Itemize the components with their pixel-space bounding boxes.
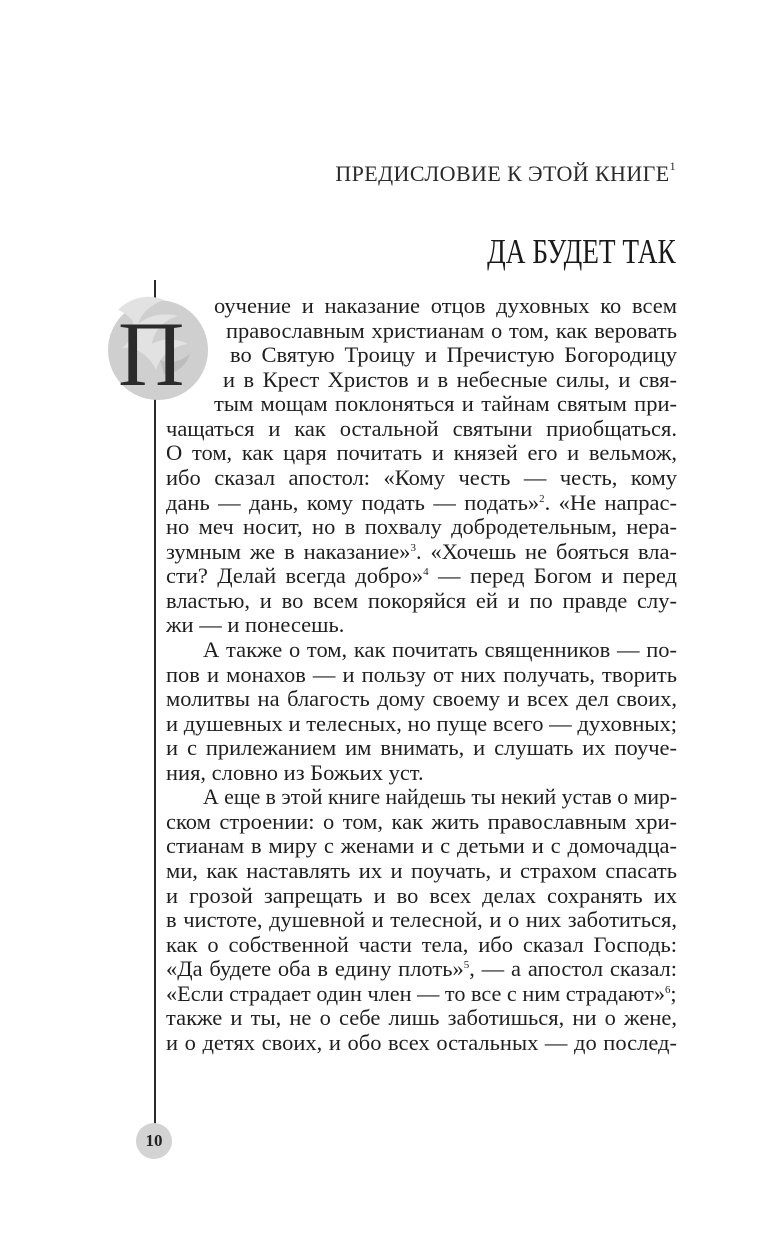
line-text: ния, словно из Божьих уст. [166, 760, 424, 785]
line-text: оучение и наказание отцов духовных ко всем [214, 293, 677, 318]
line-text-part: . «Хочешь не бояться вла- [415, 539, 677, 564]
line-text: стианам в миру с женами и с детьми и с домочадца- [166, 833, 677, 858]
line-text-part: сти? Делай всегда добро» [166, 563, 424, 588]
line-text: А еще в этой книге найдешь ты некий устав о мир- [203, 784, 677, 809]
line-text: и грозой запрещать и во всех делах сохранять их [166, 883, 677, 908]
line-text: тым мощам поклоняться и тайнам святым при- [214, 391, 677, 416]
line-text: ибо сказал апостол: «Кому честь — честь, кому [166, 465, 677, 490]
page-number: 10 [136, 1123, 172, 1159]
margin-rule [154, 280, 156, 1126]
line-text: ми, как наставлять их и поучать, и страхом спасать [166, 858, 677, 883]
line-text-part: зумным же в наказание» [166, 539, 411, 564]
footnote-mark: 5 [463, 959, 470, 971]
line-text: пов и монахов — и пользу от них получать, творить [166, 662, 677, 687]
line-text: также и ты, не о себе лишь заботишься, ни о жене, [166, 1005, 677, 1030]
line-text: но меч носит, но в похвалу добродетельным, нера- [166, 514, 677, 539]
line-text: как о собственной части тела, ибо сказал Господь: [166, 932, 677, 957]
line-text-part: ; [670, 981, 677, 1006]
footnote-mark: 6 [665, 984, 671, 996]
line-text-part: дань — дань, кому подать — подать» [166, 490, 540, 515]
line-text: и в Крест Христов и в небесные силы, и свя- [223, 367, 677, 392]
line-text: молитвы на благость дому своему и всех дел своих, [166, 686, 677, 711]
line-text: ском строении: о том, как жить православным хри- [166, 809, 677, 834]
line-text: во Святую Троицу и Пречистую Богородицу [230, 342, 677, 367]
line-text: жи — и понесешь. [166, 612, 345, 637]
line-text: и с прилежанием им внимать, и слушать их поуче- [166, 735, 677, 760]
chapter-title: ПРЕДИСЛОВИЕ К ЭТОЙ КНИГЕ$^1$ [335, 159, 676, 186]
line-text: А также о том, как почитать священников — по- [203, 637, 677, 662]
line-text: властью, и во всем покоряйся ей и по правде слу- [166, 588, 677, 613]
line-text-part: , — а апостол сказал: [469, 956, 677, 981]
footnote-mark: 4 [423, 566, 429, 578]
chapter-subtitle: ДА БУДЕТ ТАК [487, 232, 676, 271]
line-text: православным христианам о том, как веровать [226, 318, 677, 343]
line-text-part: — перед Богом и перед [428, 563, 677, 588]
footnote-mark: 3 [410, 542, 416, 554]
line-text: и о детях своих, и обо всех остальных — до послед- [166, 1030, 677, 1055]
text-line [166, 1028, 677, 1058]
line-text-part: «Да будете оба в едину плоть» [166, 956, 464, 981]
drop-cap [98, 290, 214, 406]
line-text: чащаться и как остальной святыни приобщаться. [166, 416, 677, 441]
line-text-part: «Если страдает один член — то все с ним страдают» [166, 981, 666, 1006]
line-text-part: . «Не напрас- [544, 490, 677, 515]
title-footnote-mark: 1 [669, 159, 676, 173]
footnote-mark: 2 [539, 493, 545, 505]
line-text: в чистоте, душевной и телесной, и о них заботиться, [166, 907, 677, 932]
line-text: О том, как царя почитать и князей его и вельмож, [166, 440, 677, 465]
line-text: и душевных и телесных, но пуще всего — духовных; [166, 711, 677, 736]
drop-cap-letter: П [118, 303, 185, 405]
